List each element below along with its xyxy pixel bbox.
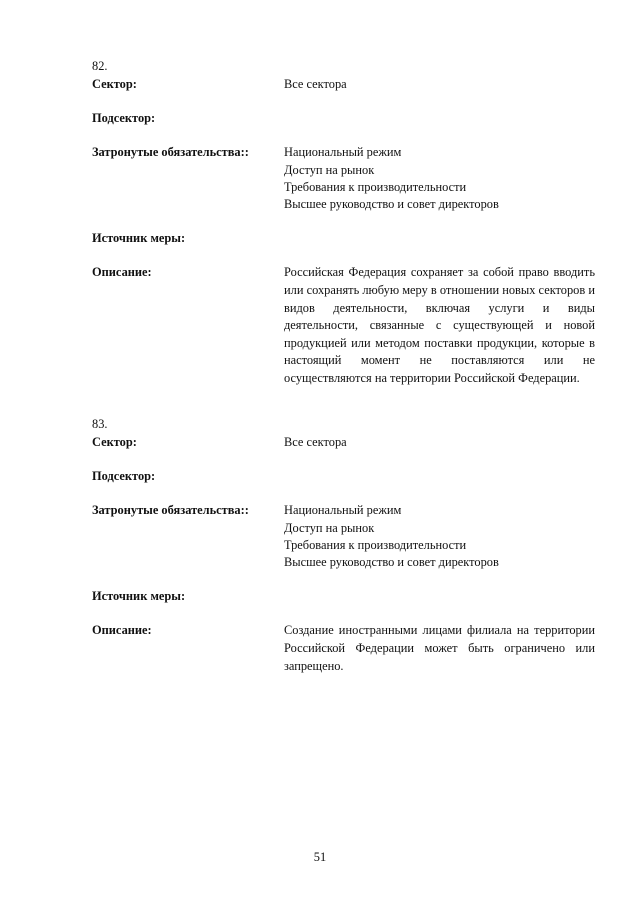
- obligation-item: Высшее руководство и совет директоров: [284, 197, 499, 212]
- subsector-label: Подсектор:: [92, 469, 156, 484]
- obligations-label: Затронутые обязательства::: [92, 145, 249, 160]
- sector-row: [92, 434, 595, 451]
- obligation-item: Доступ на рынок: [284, 162, 375, 177]
- subsector-row: [92, 110, 595, 127]
- obligation-item: Высшее руководство и совет директоров: [284, 555, 499, 570]
- entry-83: [92, 416, 595, 675]
- sector-label: Сектор:: [92, 77, 137, 91]
- obligations-list: [284, 502, 595, 571]
- subsector-row: [92, 468, 595, 485]
- description-row: [92, 622, 595, 675]
- source-row: [92, 588, 595, 605]
- sector-value: Все сектора: [284, 435, 347, 449]
- subsector-label: Подсектор:: [92, 111, 156, 126]
- obligation-item: Национальный режим: [284, 145, 402, 160]
- description-row: [92, 264, 595, 387]
- source-label: Источник меры:: [92, 231, 186, 246]
- obligation-item: Доступ на рынок: [284, 520, 375, 535]
- obligations-row: [92, 144, 595, 213]
- sector-label: Сектор:: [92, 435, 137, 449]
- source-row: [92, 230, 595, 247]
- obligations-label: Затронутые обязательства::: [92, 503, 249, 518]
- sector-value: Все сектора: [284, 77, 347, 91]
- entry-82: [92, 58, 595, 388]
- description-text: Создание иностранными лицами филиала на территории Российской Федерации может быть ограничено или запрещено.: [284, 623, 595, 673]
- entry-number: 82.: [92, 59, 108, 73]
- obligation-item: Требования к производительности: [284, 179, 467, 194]
- page-number: 51: [313, 850, 327, 864]
- obligations-row: [92, 502, 595, 571]
- obligation-item: Требования к производительности: [284, 537, 467, 552]
- obligations-list: [284, 144, 595, 213]
- description-label: Описание:: [92, 265, 152, 280]
- description-text: Российская Федерация сохраняет за собой право вводить или сохранять любую меру в отношении новых секторов и видов деятельности, включая услуги и виды деятельности, связанные с существующей и новой продукцией или методом поставки продукции, которые в настоящий момент не поставляются или не осуществляются на территории Российской Федерации.: [284, 265, 595, 385]
- entry-number: 83.: [92, 417, 108, 431]
- description-label: Описание:: [92, 623, 152, 638]
- sector-row: [92, 76, 595, 93]
- obligation-item: Национальный режим: [284, 503, 402, 518]
- source-label: Источник меры:: [92, 589, 186, 604]
